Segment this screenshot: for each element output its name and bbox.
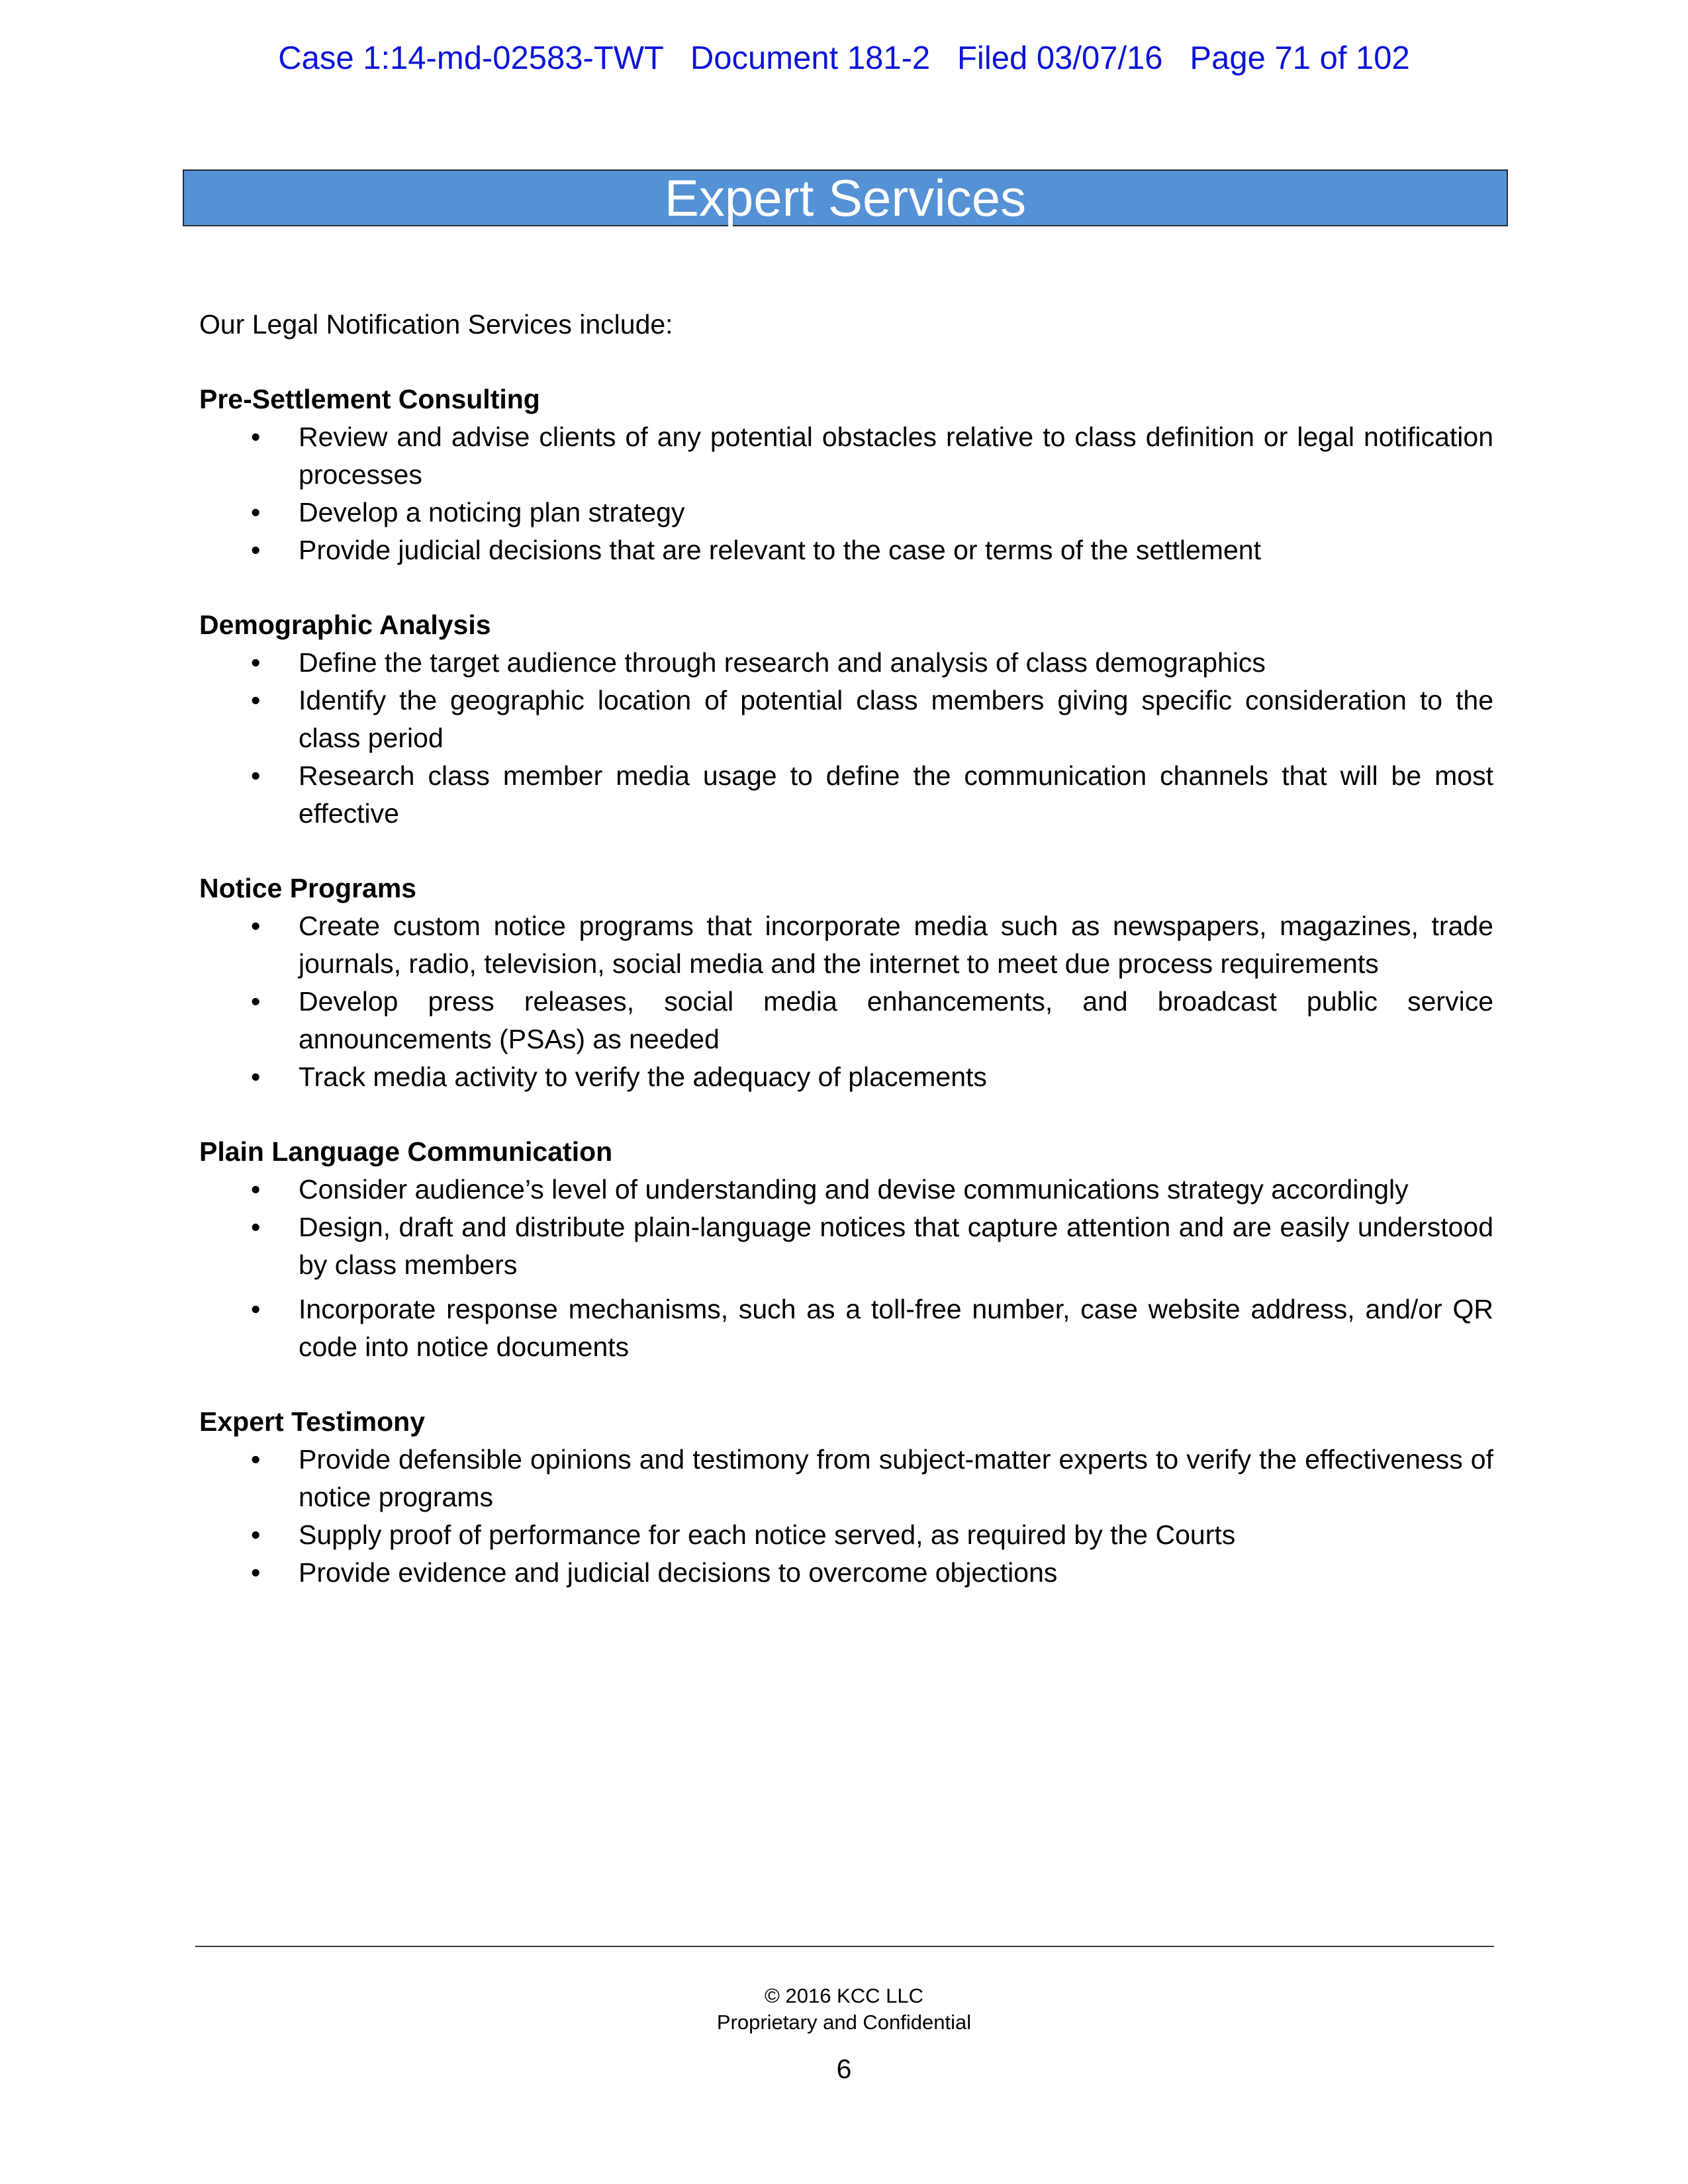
section-demographic-analysis <box>199 606 1493 833</box>
bullet-icon: • <box>251 685 261 715</box>
section-heading: Pre-Settlement Consulting <box>199 384 540 414</box>
bullet-icon: • <box>251 760 261 791</box>
bullet-icon: • <box>251 1520 261 1550</box>
document-body <box>199 306 1493 1629</box>
bullet-list <box>199 644 1493 833</box>
list-item-text: Supply proof of performance for each notice served, as required by the Courts <box>299 1520 1236 1550</box>
bullet-icon: • <box>251 1294 261 1324</box>
list-item <box>199 1208 1493 1284</box>
list-item <box>199 418 1493 494</box>
page-title: Expert Services <box>664 169 1027 227</box>
footer-copyright: © 2016 KCC LLC <box>765 1984 923 2007</box>
list-item <box>199 1441 1493 1516</box>
bullet-icon: • <box>251 1062 261 1092</box>
footer-divider <box>195 1946 1494 1947</box>
list-item-text: Develop press releases, social media enhancements, and broadcast public service announcements (PSAs) as needed <box>299 986 1493 1054</box>
list-item-text: Provide evidence and judicial decisions to overcome objections <box>299 1557 1058 1588</box>
list-item-text: Consider audience’s level of understanding and devise communications strategy accordingly <box>299 1174 1409 1205</box>
bullet-icon: • <box>251 986 261 1017</box>
list-item <box>199 1058 1493 1096</box>
bullet-icon: • <box>251 1557 261 1588</box>
list-item <box>199 644 1493 682</box>
list-item-text: Provide defensible opinions and testimony from subject-matter experts to verify the effectiveness of notice programs <box>299 1444 1493 1512</box>
bullet-list <box>199 1441 1493 1592</box>
page-number: 6 <box>836 2054 852 2084</box>
list-item <box>199 531 1493 569</box>
bullet-icon: • <box>251 647 261 678</box>
list-item-text: Design, draft and distribute plain-language notices that capture attention and are easily understood by class members <box>299 1212 1493 1280</box>
section-plain-language-communication <box>199 1133 1493 1366</box>
list-item-text: Define the target audience through research and analysis of class demographics <box>299 647 1266 678</box>
list-item-text: Incorporate response mechanisms, such as a toll-free number, case website address, and/or QR code into notice documents <box>299 1294 1493 1362</box>
list-item <box>199 983 1493 1058</box>
bullet-list <box>199 907 1493 1096</box>
bullet-icon: • <box>251 1212 261 1242</box>
case-header: Case 1:14-md-02583-TWT Document 181-2 Filed 03/07/16 Page 71 of 102 <box>278 40 1410 76</box>
list-item <box>199 1554 1493 1592</box>
bullet-icon: • <box>251 535 261 565</box>
list-item <box>199 1291 1493 1366</box>
section-expert-testimony <box>199 1403 1493 1592</box>
bullet-icon: • <box>251 497 261 527</box>
list-item-text: Identify the geographic location of potential class members giving specific consideration to the class period <box>299 685 1493 753</box>
list-item-text: Develop a noticing plan strategy <box>299 497 685 527</box>
section-pre-settlement-consulting <box>199 381 1493 569</box>
list-item <box>199 682 1493 757</box>
section-heading: Plain Language Communication <box>199 1136 613 1167</box>
title-banner <box>183 169 1508 226</box>
list-item-text: Review and advise clients of any potential obstacles relative to class definition or legal notification processes <box>299 422 1493 490</box>
list-item-text: Create custom notice programs that incorporate media such as newspapers, magazines, trade journals, radio, television, social media and the internet to meet due process requirements <box>299 911 1493 979</box>
bullet-list <box>199 418 1493 569</box>
bullet-icon: • <box>251 422 261 452</box>
intro-text: Our Legal Notification Services include: <box>199 309 673 340</box>
list-item-text: Track media activity to verify the adequacy of placements <box>299 1062 987 1092</box>
list-item <box>199 494 1493 531</box>
list-item <box>199 907 1493 983</box>
bullet-icon: • <box>251 1174 261 1205</box>
section-notice-programs <box>199 870 1493 1096</box>
bullet-icon: • <box>251 1444 261 1475</box>
bullet-icon: • <box>251 911 261 941</box>
section-heading: Demographic Analysis <box>199 610 491 640</box>
list-item-text: Provide judicial decisions that are relevant to the case or terms of the settlement <box>299 535 1261 565</box>
bullet-list <box>199 1171 1493 1366</box>
section-heading: Expert Testimony <box>199 1406 425 1437</box>
footer-confidential: Proprietary and Confidential <box>716 2011 972 2034</box>
list-item <box>199 1516 1493 1554</box>
list-item-text: Research class member media usage to define the communication channels that will be most effective <box>299 760 1493 829</box>
list-item <box>199 1171 1493 1208</box>
section-heading: Notice Programs <box>199 873 417 903</box>
list-item <box>199 757 1493 833</box>
